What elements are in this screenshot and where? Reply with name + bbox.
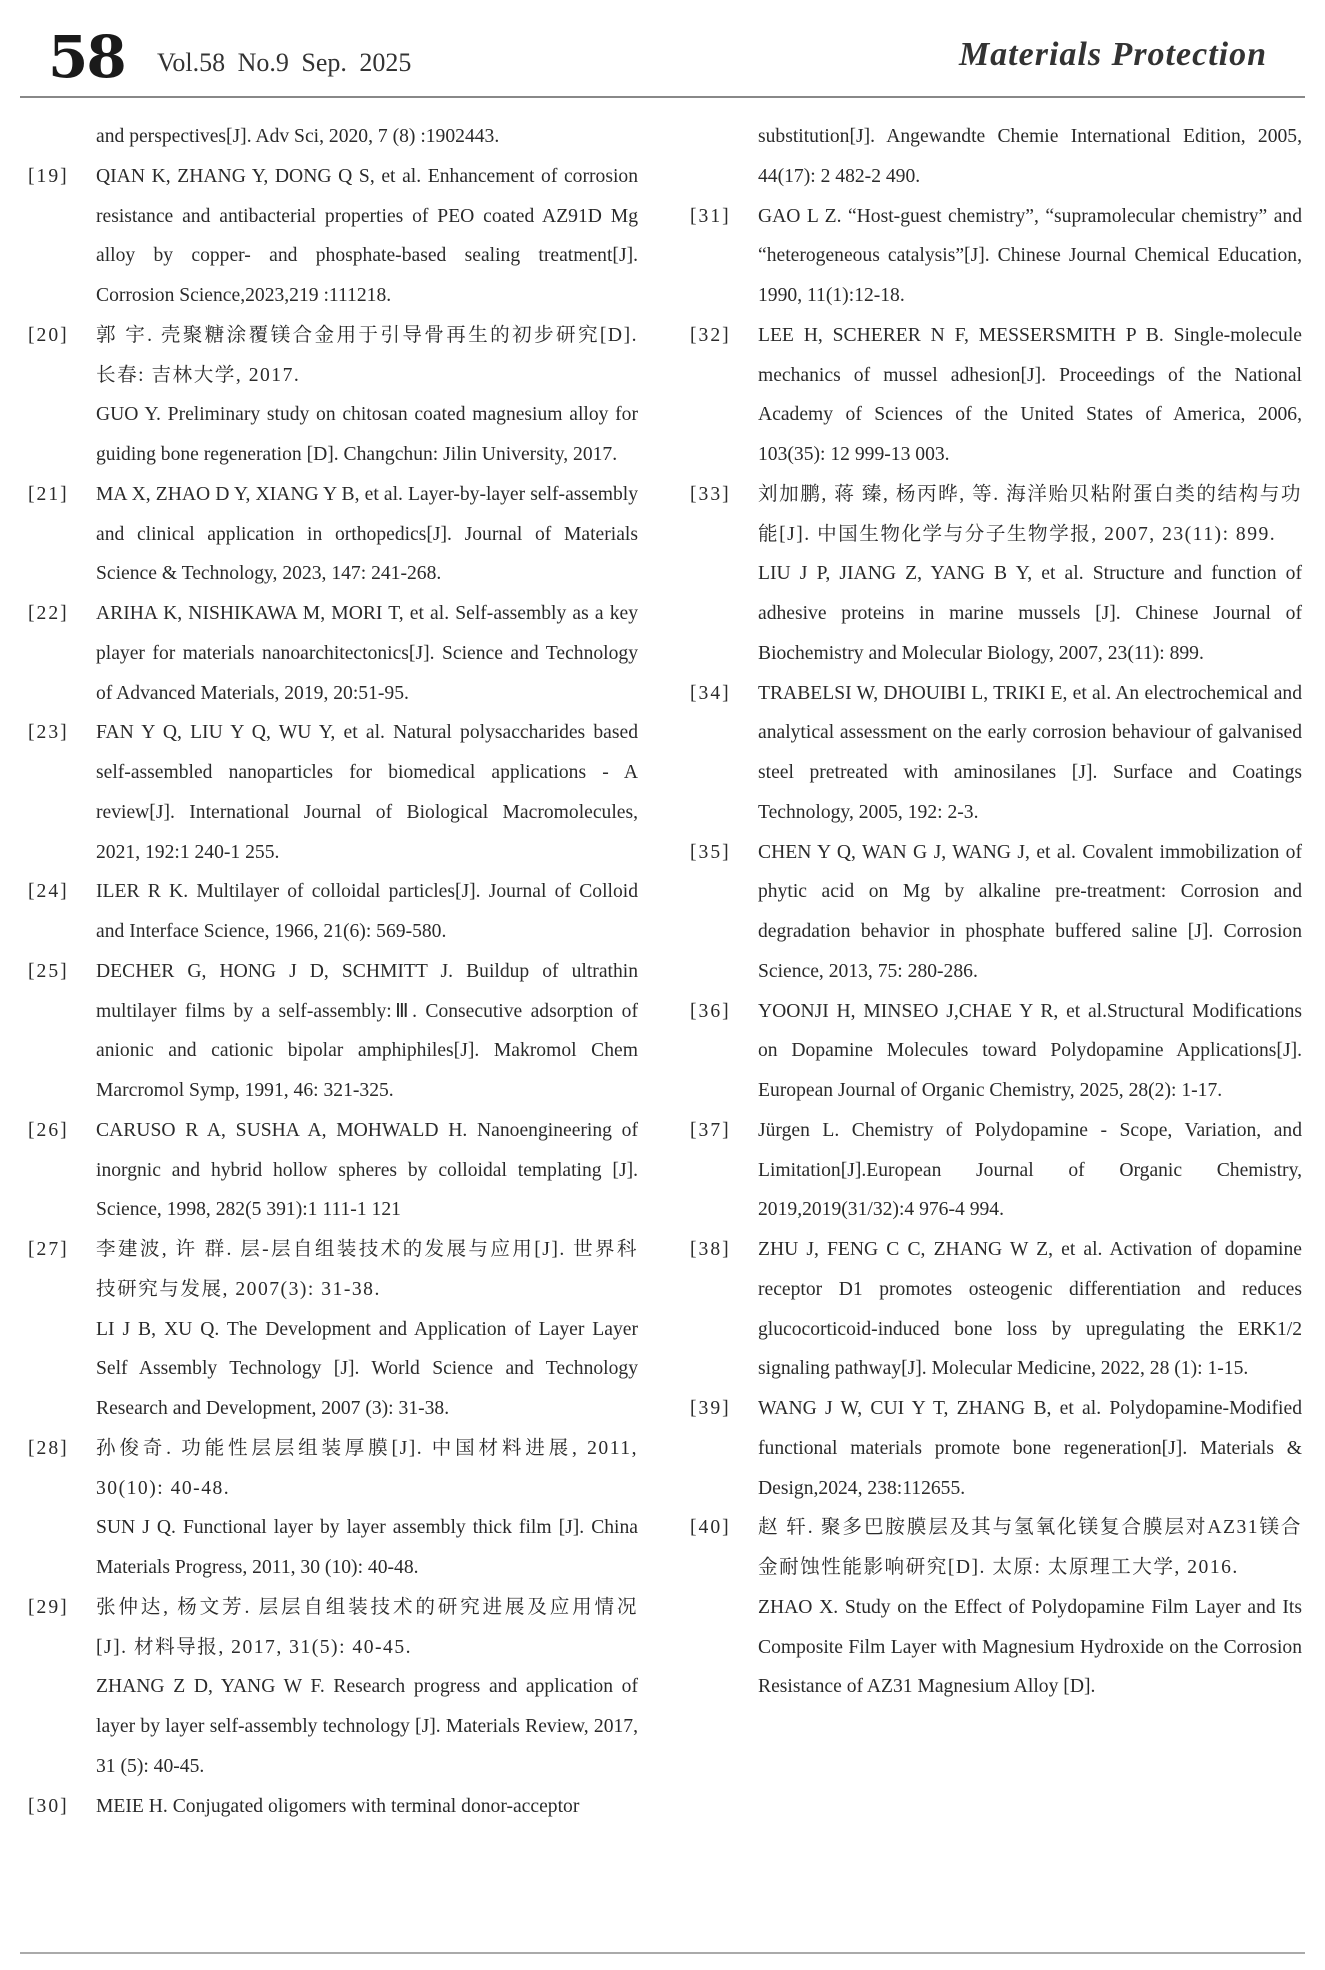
reference-entry	[28, 157, 638, 316]
reference-number: [29]	[28, 1596, 69, 1618]
reference-entry	[690, 1111, 1302, 1230]
reference-number: [22]	[28, 603, 69, 624]
reference-text: 郭 宇. 壳聚糖涂覆镁合金用于引导骨再生的初步研究[D]. 长春: 吉林大学, 2017.	[96, 324, 638, 386]
reference-text: LI J B, XU Q. The Development and Application of Layer Layer Self Assembly Technology [J]. World Science and Technology Research and Development, 2007 (3): 31-38.	[96, 1318, 638, 1419]
reference-text: DECHER G, HONG J D, SCHMITT J. Buildup of ultrathin multilayer films by a self-assembly:Ⅲ. Consecutive adsorption of anionic and cationic bipolar amphiphiles[J]. Makromol Chem Marcromol Symp, 1991, 46: 321-325.	[96, 960, 638, 1101]
reference-entry	[28, 1111, 638, 1230]
reference-number: [31]	[690, 205, 731, 227]
reference-number: [36]	[690, 1000, 731, 1022]
reference-text: GAO L Z. “Host-guest chemistry”, “supramolecular chemistry” and “heterogeneous catalysis”[J]. Chinese Journal Chemical Education, 1990, 11(1):12-18.	[758, 205, 1302, 306]
reference-number: [24]	[28, 881, 69, 903]
issue-info: Vol.58 No.9 Sep. 2025	[157, 48, 412, 77]
reference-entry	[28, 713, 638, 872]
reference-text: MEIE H. Conjugated oligomers with terminal donor-acceptor	[96, 1795, 580, 1817]
reference-text: TRABELSI W, DHOUIBI L, TRIKI E, et al. An electrochemical and analytical assessment on the early corrosion behaviour of galvanised steel pretreated with aminosilanes [J]. Surface and Coatings Technology, 2005, 192: 2-3.	[758, 682, 1302, 823]
reference-text: LIU J P, JIANG Z, YANG B Y, et al. Structure and function of adhesive proteins in marine mussels [J]. Chinese Journal of Biochemistry and Molecular Biology, 2007, 23(11): 899.	[758, 563, 1302, 664]
reference-entry	[28, 1787, 638, 1827]
reference-text: substitution[J]. Angewandte Chemie International Edition, 2005, 44(17): 2 482-2 490.	[758, 126, 1302, 187]
reference-number: [30]	[28, 1795, 69, 1817]
reference-entry	[28, 872, 638, 952]
reference-number: [37]	[690, 1119, 731, 1141]
reference-text: YOONJI H, MINSEO J,CHAE Y R, et al.Structural Modifications on Dopamine Molecules toward Polydopamine Applications[J]. European Journal of Organic Chemistry, 2025, 28(2): 1-17.	[758, 1000, 1302, 1101]
reference-number: [27]	[28, 1239, 69, 1260]
reference-number: [21]	[28, 483, 69, 505]
reference-number: [35]	[690, 841, 731, 863]
reference-text: ZHANG Z D, YANG W F. Research progress and application of layer by layer self-assembly technology [J]. Materials Review, 2017, 31 (5): 40-45.	[96, 1676, 638, 1777]
reference-text: CHEN Y Q, WAN G J, WANG J, et al. Covalent immobilization of phytic acid on Mg by alkaline pre-treatment: Corrosion and degradation behavior in phosphate buffered saline [J]. Corrosion Science, 2013, 75: 280-286.	[758, 841, 1302, 982]
reference-number: [38]	[690, 1239, 731, 1260]
reference-entry	[690, 117, 1302, 197]
reference-text: LEE H, SCHERER N F, MESSERSMITH P B. Single-molecule mechanics of mussel adhesion[J]. Proceedings of the National Academy of Sciences of the United States of America, 2006, 103(35): 12 999-13 003.	[758, 324, 1302, 465]
reference-entry	[28, 1429, 638, 1588]
reference-text: GUO Y. Preliminary study on chitosan coated magnesium alloy for guiding bone regeneration [D]. Changchun: Jilin University, 2017.	[96, 404, 638, 465]
reference-entry	[28, 952, 638, 1111]
reference-number: [28]	[28, 1437, 69, 1459]
reference-number: [32]	[690, 324, 731, 346]
reference-entry	[28, 1230, 638, 1429]
reference-text: and perspectives[J]. Adv Sci, 2020, 7 (8) :1902443.	[96, 126, 500, 147]
reference-text: SUN J Q. Functional layer by layer assembly thick film [J]. China Materials Progress, 2011, 30 (10): 40-48.	[96, 1517, 638, 1578]
reference-entry	[690, 197, 1302, 316]
right-reference-column	[690, 117, 1302, 1707]
reference-entry	[28, 475, 638, 594]
reference-number: [26]	[28, 1119, 69, 1141]
reference-entry	[690, 833, 1302, 992]
reference-entry	[28, 1588, 638, 1787]
reference-text: ZHAO X. Study on the Effect of Polydopamine Film Layer and Its Composite Film Layer with Magnesium Hydroxide on the Corrosion Resistance of AZ31 Magnesium Alloy [D].	[758, 1596, 1302, 1698]
reference-text: QIAN K, ZHANG Y, DONG Q S, et al. Enhancement of corrosion resistance and antibacterial properties of PEO coated AZ91D Mg alloy by copper- and phosphate-based sealing treatment[J]. Corrosion Science,2023,219 :111218.	[96, 165, 638, 306]
left-reference-column	[28, 117, 638, 1826]
page-number: 58	[48, 23, 125, 91]
reference-text: 刘加鹏, 蒋 臻, 杨丙晔, 等. 海洋贻贝粘附蛋白类的结构与功能[J]. 中国生物化学与分子生物学报, 2007, 23(11): 899.	[758, 483, 1302, 545]
reference-text: WANG J W, CUI Y T, ZHANG B, et al. Polydopamine-Modified functional materials promote bone regeneration[J]. Materials & Design,2024, 238:112655.	[758, 1398, 1302, 1499]
reference-number: [20]	[28, 324, 69, 346]
reference-number: [34]	[690, 682, 731, 704]
reference-number: [23]	[28, 722, 69, 744]
reference-entry	[28, 316, 638, 475]
reference-entry	[690, 316, 1302, 475]
reference-number: [39]	[690, 1398, 731, 1419]
reference-entry	[28, 117, 638, 157]
footer-divider	[20, 1952, 1305, 1954]
reference-entry	[690, 475, 1302, 674]
header-divider	[20, 96, 1305, 98]
reference-text: Jürgen L. Chemistry of Polydopamine - Scope, Variation, and Limitation[J].European Journal of Organic Chemistry, 2019,2019(31/32):4 976-4 994.	[758, 1119, 1302, 1221]
reference-number: [25]	[28, 960, 69, 982]
reference-text: CARUSO R A, SUSHA A, MOHWALD H. Nanoengineering of inorgnic and hybrid hollow spheres by colloidal templating [J]. Science, 1998, 282(5 391):1 111-1 121	[96, 1119, 638, 1221]
reference-number: [40]	[690, 1517, 731, 1539]
reference-entry	[690, 1230, 1302, 1389]
reference-text: 张仲达, 杨文芳. 层层自组装技术的研究进展及应用情况[J]. 材料导报, 2017, 31(5): 40-45.	[96, 1596, 638, 1658]
reference-entry	[690, 1389, 1302, 1508]
reference-text: FAN Y Q, LIU Y Q, WU Y, et al. Natural polysaccharides based self-assembled nanoparticles for biomedical applications - A review[J]. International Journal of Biological Macromolecules, 2021, 192:1 240-1 255.	[96, 722, 638, 863]
reference-entry	[690, 1508, 1302, 1707]
reference-number: [19]	[28, 165, 69, 187]
reference-text: MA X, ZHAO D Y, XIANG Y B, et al. Layer-by-layer self-assembly and clinical application in orthopedics[J]. Journal of Materials Science & Technology, 2023, 147: 241-268.	[96, 483, 638, 585]
reference-text: 李建波, 许 群. 层-层自组装技术的发展与应用[J]. 世界科技研究与发展, 2007(3): 31-38.	[96, 1239, 638, 1300]
reference-text: 赵 轩. 聚多巴胺膜层及其与氢氧化镁复合膜层对AZ31镁合金耐蚀性能影响研究[D]. 太原: 太原理工大学, 2016.	[758, 1517, 1302, 1578]
reference-entry	[690, 674, 1302, 833]
journal-name: Materials Protection	[958, 36, 1267, 73]
reference-text: ZHU J, FENG C C, ZHANG W Z, et al. Activation of dopamine receptor D1 promotes osteogenic differentiation and reduces glucocorticoid-induced bone loss by upregulating the ERK1/2 signaling pathway[J]. Molecular Medicine, 2022, 28 (1): 1-15.	[758, 1239, 1302, 1380]
reference-text: ILER R K. Multilayer of colloidal particles[J]. Journal of Colloid and Interface Science, 1966, 21(6): 569-580.	[96, 881, 638, 942]
reference-text: ARIHA K, NISHIKAWA M, MORI T, et al. Self-assembly as a key player for materials nanoarchitectonics[J]. Science and Technology of Advanced Materials, 2019, 20:51-95.	[96, 603, 638, 704]
reference-number: [33]	[690, 483, 731, 505]
reference-text: 孙俊奇. 功能性层层组装厚膜[J]. 中国材料进展, 2011, 30(10): 40-48.	[96, 1437, 638, 1499]
reference-entry	[28, 594, 638, 713]
reference-entry	[690, 992, 1302, 1111]
